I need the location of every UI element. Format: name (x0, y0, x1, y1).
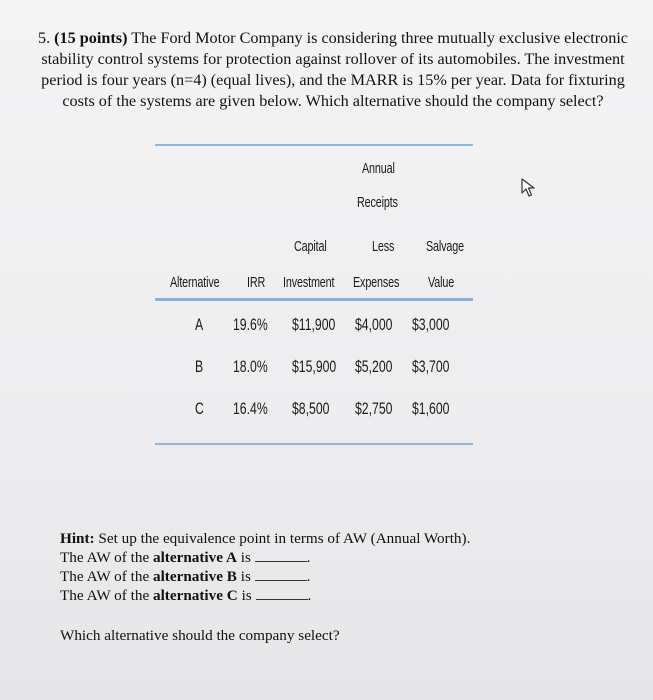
table-body (155, 301, 473, 443)
table-header (155, 146, 473, 298)
row-c-investment: $8,500 (292, 399, 330, 418)
header-irr: IRR (247, 274, 266, 291)
row-c-expenses: $2,750 (355, 399, 393, 418)
header-alternative: Alternative (170, 274, 220, 291)
aw-alt-c: alternative C (152, 587, 238, 604)
header-receipts: Receipts (357, 194, 398, 211)
header-less: Less (372, 238, 395, 255)
row-a-investment: $11,900 (292, 315, 336, 334)
aw-prefix: The AW of the (60, 587, 150, 604)
header-investment: Investment (283, 274, 335, 291)
row-a-alt: A (195, 315, 204, 334)
aw-suffix: is (241, 587, 252, 604)
aw-alt-a: alternative A (152, 549, 237, 566)
header-capital: Capital (294, 238, 327, 255)
question-body: The Ford Motor Company is considering three mutually exclusive electronic stability control systems for protection against rollover of its automobiles. The investment period is four years (n=4) (equal lives), and the MARR is 15% per year. Data for fixturing costs of the systems are given below. Which alternative should the company select? (41, 29, 628, 110)
aw-prefix: The AW of the (60, 568, 150, 585)
question-text (28, 28, 638, 112)
header-annual: Annual (362, 160, 395, 177)
question-points: (15 points) (54, 29, 128, 47)
mouse-pointer-icon (520, 178, 538, 198)
row-b-alt: B (195, 357, 204, 376)
aw-alt-b: alternative B (152, 568, 237, 585)
header-salvage: Salvage (426, 238, 465, 255)
final-question: Which alternative should the company select? (60, 627, 340, 644)
aw-suffix: is (240, 549, 251, 566)
row-b-irr: 18.0% (233, 357, 268, 376)
hint-text: Set up the equivalence point in terms of AW (Annual Worth). (98, 530, 471, 547)
answer-blank-c[interactable] (256, 586, 308, 600)
row-b-expenses: $5,200 (355, 357, 393, 376)
aw-prefix: The AW of the (60, 549, 150, 566)
aw-line-a: The AW of the alternative A is . (60, 549, 311, 566)
fixturing-cost-table (155, 144, 473, 445)
row-a-salvage: $3,000 (412, 315, 450, 334)
hint-section (60, 529, 620, 645)
question-number: 5. (37, 29, 51, 47)
hint-line (60, 529, 620, 548)
aw-line-c: The AW of the alternative C is . (60, 587, 312, 604)
aw-line-b: The AW of the alternative B is . (60, 568, 311, 585)
answer-blank-b[interactable] (255, 567, 307, 581)
row-c-alt: C (195, 399, 204, 418)
row-a-irr: 19.6% (233, 315, 268, 334)
hint-label: Hint: (60, 530, 95, 547)
row-c-salvage: $1,600 (412, 399, 450, 418)
header-expenses: Expenses (353, 274, 400, 291)
row-a-expenses: $4,000 (355, 315, 393, 334)
row-c-irr: 16.4% (233, 399, 268, 418)
answer-blank-a[interactable] (255, 548, 307, 562)
row-b-salvage: $3,700 (412, 357, 450, 376)
header-value: Value (428, 274, 455, 291)
row-b-investment: $15,900 (292, 357, 337, 376)
aw-suffix: is (240, 568, 251, 585)
table-bottom-rule (155, 443, 473, 445)
